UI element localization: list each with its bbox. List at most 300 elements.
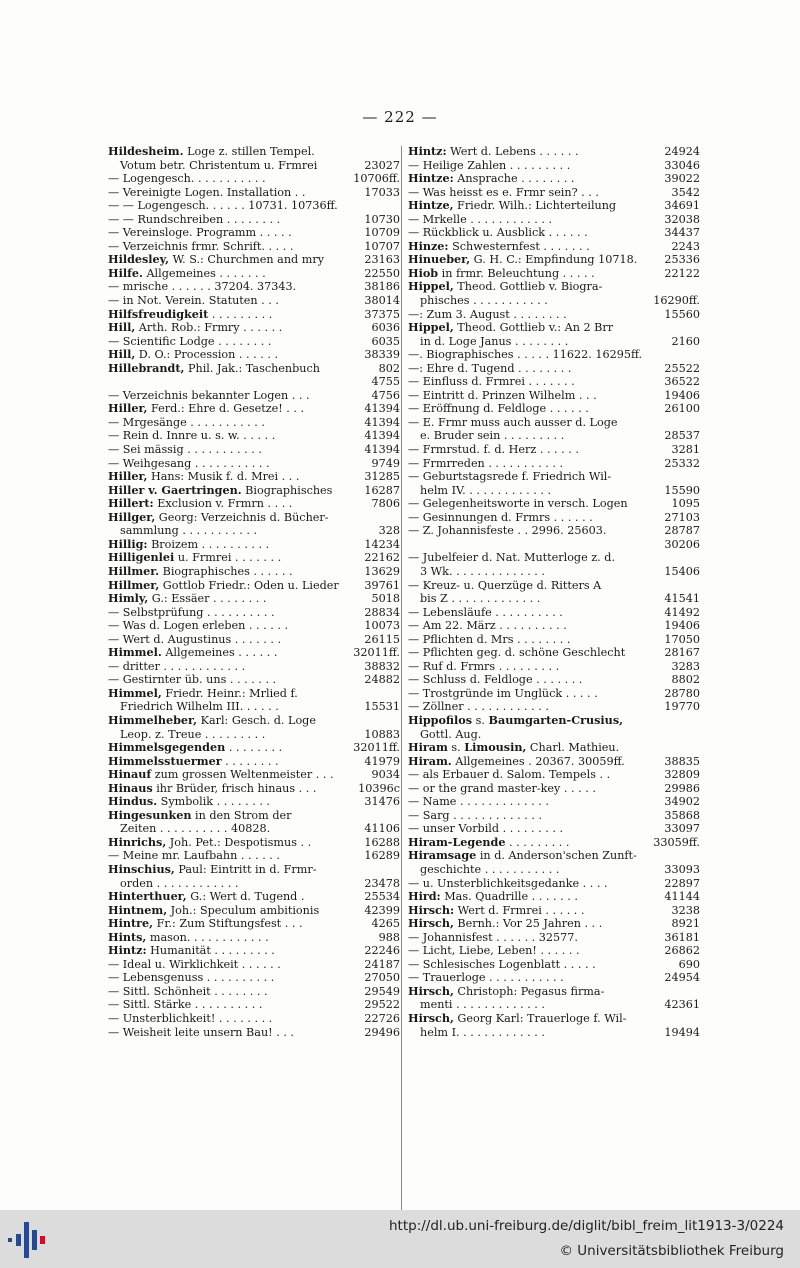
index-entry-number: 34691 — [664, 199, 700, 213]
index-entry-text — [408, 470, 611, 483]
index-entry-title: — Rein d. Innre u. s. w. . . . . . — [108, 429, 276, 443]
index-column-left — [108, 145, 400, 1039]
index-entry-number: 23163 — [364, 253, 400, 267]
index-entry-number: 24924 — [664, 145, 700, 158]
index-entry-text — [108, 782, 316, 795]
index-entry — [108, 402, 400, 416]
index-entry-number: 41106 — [364, 822, 400, 836]
index-entry — [408, 551, 700, 565]
index-entry-title: Ansprache . . . . . . . . — [453, 172, 575, 186]
index-entry-title: — Rückblick u. Ausblick . . . . . . — [408, 226, 588, 240]
index-entry-number: 15590 — [664, 483, 700, 497]
index-entry — [108, 1012, 400, 1026]
index-entry — [408, 700, 700, 714]
index-entry — [108, 619, 400, 633]
index-entry-number: 2243 — [671, 239, 700, 253]
index-entry-text — [408, 931, 578, 944]
index-entry-text — [408, 768, 610, 781]
index-entry-title: helm I. . . . . . . . . . . . . — [420, 1025, 545, 1039]
index-heading: Hillert: — [108, 497, 154, 511]
index-entry-number: 3238 — [671, 903, 700, 917]
index-entry-title: — Trostgründe im Unglück . . . . . — [408, 686, 598, 700]
index-heading: Hiram-Legende — [408, 835, 506, 849]
index-entry-title: Joh. Pet.: Despotismus . . — [166, 835, 312, 849]
index-entry — [408, 931, 700, 945]
index-entry-number: 6035 — [371, 334, 400, 348]
index-heading: Hill, — [108, 321, 136, 335]
index-entry-text — [408, 402, 589, 415]
index-entry-title: — Sittl. Schönheit . . . . . . . . — [108, 984, 268, 998]
index-entry-number: 29496 — [364, 1025, 400, 1039]
index-entry — [108, 998, 400, 1012]
index-entry — [108, 389, 400, 403]
index-entry-text — [408, 755, 625, 768]
index-entry-title: — Mrgesänge . . . . . . . . . . . — [108, 415, 265, 429]
index-entry-title: — Licht, Liebe, Leben! . . . . . . — [408, 944, 580, 958]
index-entry-title: menti . . . . . . . . . . . . . — [420, 998, 545, 1012]
index-entry — [408, 416, 700, 430]
index-entry — [108, 172, 400, 186]
index-entry-title: Allgemeines . . . . . . — [161, 646, 278, 660]
index-entry-text — [408, 579, 601, 592]
index-entry-title: — u. Unsterblichkeitsgedanke . . . . — [408, 876, 608, 890]
index-entry — [108, 890, 400, 904]
index-entry-text — [408, 253, 637, 266]
index-entry-title: — Heilige Zahlen . . . . . . . . . — [408, 158, 571, 172]
index-entry-number: 988 — [378, 930, 400, 944]
index-entry-text — [408, 240, 590, 253]
index-entry — [408, 782, 700, 796]
index-entry-title: mason. . . . . . . . . . . . — [146, 930, 269, 944]
index-entry — [408, 971, 700, 985]
index-entry-text — [108, 1026, 294, 1039]
index-entry-title: — Sittl. Stärke . . . . . . . . . . — [108, 998, 263, 1012]
index-entry-number: 328 — [378, 524, 400, 538]
index-entry-text — [408, 389, 597, 402]
index-entry — [408, 1026, 700, 1040]
index-entry-text — [108, 944, 275, 957]
index-entry-title: Mas. Quadrille . . . . . . . — [440, 890, 578, 904]
index-entry-text — [108, 985, 268, 998]
index-entry — [108, 606, 400, 620]
index-heading: Hindus. — [108, 795, 158, 809]
index-entry-number: 8802 — [671, 673, 700, 687]
index-entry-title: W. S.: Churchmen and mry — [169, 253, 325, 267]
index-entry-title: Christoph: Pegasus firma- — [453, 984, 605, 998]
index-entry-title: Theod. Gottlieb v.: An 2 Brr — [453, 321, 614, 335]
index-entry — [108, 321, 400, 335]
index-entry-number: 38014 — [364, 294, 400, 308]
index-entry-number: 39022 — [664, 172, 700, 186]
index-entry-text — [408, 985, 604, 998]
index-entry-number: 9034 — [371, 768, 400, 782]
index-entry-text — [108, 687, 298, 700]
index-heading: Hiller v. Gaertringen. — [108, 483, 242, 497]
index-entry — [408, 511, 700, 525]
index-entry-title: — Was heisst es e. Frmr sein? . . . — [408, 185, 599, 199]
index-entry-text — [408, 904, 584, 917]
index-entry-text — [408, 308, 567, 321]
index-entry — [108, 809, 400, 823]
index-heading: Hillebrandt, — [108, 361, 185, 375]
index-entry-number: 33059ff. — [653, 835, 700, 849]
index-entry-text — [108, 348, 278, 361]
index-entry-title: u. Frmrei . . . . . . . — [174, 551, 282, 565]
index-entry — [108, 538, 400, 552]
index-entry-title: Fr.: Zum Stiftungsfest . . . — [153, 917, 303, 931]
index-entry — [408, 890, 700, 904]
index-entry-number: 3542 — [671, 185, 700, 199]
index-entry-text — [408, 416, 618, 429]
index-entry — [108, 877, 400, 891]
index-entry — [108, 700, 400, 714]
index-entry-title: Humanität . . . . . . . . . — [146, 944, 275, 958]
index-entry-text — [108, 822, 270, 835]
index-entry — [108, 944, 400, 958]
index-entry-title: — Lebensgenuss . . . . . . . . . . — [108, 971, 275, 985]
index-entry — [408, 904, 700, 918]
index-entry-number: 41394 — [364, 429, 400, 443]
index-entry-text — [108, 199, 338, 212]
index-heading: Hiller, — [108, 470, 148, 484]
index-entry-number: 3281 — [671, 443, 700, 457]
index-heading: Hillmer, — [108, 578, 160, 592]
index-entry-number: 26100 — [664, 402, 700, 416]
index-entry-title: — Gelegenheitsworte in versch. Logen — [408, 497, 628, 511]
index-entry-text — [408, 457, 563, 470]
index-entry-title: zum grossen Weltenmeister . . . — [151, 768, 334, 782]
index-entry — [408, 280, 700, 294]
index-entry-title: —: Ehre d. Tugend . . . . . . . . — [408, 361, 572, 375]
index-entry — [108, 795, 400, 809]
index-entry — [108, 213, 400, 227]
index-entry-title: — Meine mr. Laufbahn . . . . . . — [108, 849, 280, 863]
index-entry — [408, 998, 700, 1012]
index-entry-number: 15560 — [664, 307, 700, 321]
index-entry — [108, 768, 400, 782]
index-entry-title: — Trauerloge . . . . . . . . . . . — [408, 971, 564, 985]
index-entry — [108, 1026, 400, 1040]
index-heading: Himmelheber, — [108, 713, 198, 727]
index-entry-text — [408, 728, 481, 741]
index-entry-title: — Scientific Lodge . . . . . . . . — [108, 334, 272, 348]
index-heading: Hilligenlei — [108, 551, 175, 565]
index-entry — [108, 457, 400, 471]
index-entry-text — [108, 565, 293, 578]
index-entry-title: — Wert d. Augustinus . . . . . . . — [108, 632, 282, 646]
index-entry-text — [108, 660, 245, 673]
index-entry — [108, 673, 400, 687]
index-entry-title: . . . . . . . . . — [208, 307, 273, 321]
index-entry-title: — Eintritt d. Prinzen Wilhelm . . . — [408, 388, 597, 402]
index-entry-title: Georg: Verzeichnis d. Bücher- — [155, 510, 329, 524]
index-entry-title: Symbolik . . . . . . . . — [157, 795, 270, 809]
index-entry-text — [408, 998, 545, 1011]
index-entry — [108, 646, 400, 660]
index-entry-number: 34902 — [664, 795, 700, 809]
index-entry — [108, 362, 400, 376]
index-entry-text — [408, 687, 598, 700]
index-entry-title: — Schluss d. Feldloge . . . . . . . — [408, 673, 583, 687]
index-entry-number: 4756 — [371, 388, 400, 402]
index-entry-number: 3283 — [671, 659, 700, 673]
index-entry-title: — — Logengesch. . . . . . 10731. 10736ff. — [108, 199, 338, 213]
index-entry-title: Karl: Gesch. d. Loge — [197, 713, 316, 727]
index-entry-text — [108, 294, 279, 307]
index-heading: Hirsch: — [408, 903, 455, 917]
index-entry-title: 3 Wk. . . . . . . . . . . . . . — [420, 564, 545, 578]
index-entry-text — [108, 728, 265, 741]
index-entry-text — [408, 186, 599, 199]
index-heading: Hinaus — [108, 781, 153, 795]
index-entry-title: Broizem . . . . . . . . . . — [147, 537, 270, 551]
index-entry-text — [108, 457, 270, 470]
index-entry-text — [108, 673, 276, 686]
index-entry-number: 38339 — [364, 348, 400, 362]
index-entry-text — [108, 470, 299, 483]
index-entry-title: Ferd.: Ehre d. Gesetze! . . . — [147, 402, 305, 416]
index-entry-number: 41394 — [364, 443, 400, 457]
index-entry-text — [108, 186, 305, 199]
index-entry-number: 39761 — [364, 578, 400, 592]
index-entry-number: 23478 — [364, 876, 400, 890]
index-entry-number: 41979 — [364, 754, 400, 768]
index-entry-number: 29549 — [364, 984, 400, 998]
index-entry — [108, 186, 400, 200]
index-entry — [408, 402, 700, 416]
index-entry-title: . . . . . . . . . — [505, 835, 570, 849]
index-heading: Hintze, — [408, 199, 454, 213]
index-entry-text — [408, 280, 602, 293]
index-entry-title: — Vereinigte Logen. Installation . . — [108, 185, 306, 199]
index-entry — [408, 172, 700, 186]
index-entry-title: Wert d. Lebens . . . . . . — [446, 145, 579, 158]
index-entry-text — [408, 159, 570, 172]
index-entry-title: — Unsterblichkeit! . . . . . . . . — [108, 1012, 273, 1025]
index-entry — [408, 484, 700, 498]
index-entry — [108, 836, 400, 850]
index-heading: Hints, — [108, 930, 147, 944]
index-entry — [108, 755, 400, 769]
index-entry — [108, 971, 400, 985]
index-entry-title: Bernh.: Vor 25 Jahren . . . — [453, 917, 603, 931]
index-entry — [408, 917, 700, 931]
index-entry — [108, 579, 400, 593]
index-entry-number: 22550 — [364, 266, 400, 280]
index-entry-text — [108, 700, 279, 713]
index-entry — [108, 931, 400, 945]
index-entry-number: 22162 — [364, 551, 400, 565]
permalink-url[interactable]: http://dl.ub.uni-freiburg.de/diglit/bibl_freim_lit1913-3/0224 — [388, 1218, 784, 1234]
index-heading: Hippofilos — [408, 713, 473, 727]
index-entry-number: 28834 — [364, 605, 400, 619]
index-entry — [408, 308, 700, 322]
index-entry — [408, 362, 700, 376]
index-entry-text — [108, 971, 274, 984]
index-entry-text — [108, 741, 282, 754]
index-entry-number: 10883 — [364, 727, 400, 741]
index-entry-number: 10730 — [364, 212, 400, 226]
index-entry-title: — als Erbauer d. Salom. Tempels . . — [408, 768, 611, 782]
index-entry-text — [408, 145, 579, 158]
index-entry-text — [108, 511, 329, 524]
index-entry — [108, 863, 400, 877]
index-heading: Hippel, — [408, 280, 454, 294]
index-entry-number: 28780 — [664, 686, 700, 700]
index-entry — [408, 253, 700, 267]
index-entry-title: — Vereinsloge. Programm . . . . . — [108, 226, 292, 240]
index-crossref: Limousin, — [464, 741, 527, 755]
index-entry-title: — or the grand master-key . . . . . — [408, 781, 596, 795]
index-entry-text — [408, 809, 542, 822]
index-entry-text — [108, 579, 339, 592]
index-entry-number: 42399 — [364, 903, 400, 917]
index-entry — [408, 660, 700, 674]
index-entry — [408, 714, 700, 728]
index-entry-title: — Verzeichnis frmr. Schrift. . . . . — [108, 239, 294, 253]
index-entry-text — [108, 755, 279, 768]
column-divider — [401, 146, 402, 1221]
index-entry — [408, 375, 700, 389]
index-entry-text — [408, 443, 579, 456]
index-entry-text — [408, 944, 580, 957]
index-entry — [408, 186, 700, 200]
index-entry-number: 16289 — [364, 849, 400, 863]
index-entry — [108, 822, 400, 836]
index-entry-title: Friedrich Wilhelm III. . . . . . — [120, 700, 279, 714]
index-entry-text — [108, 714, 316, 727]
index-entry — [108, 443, 400, 457]
index-entry-number: 690 — [678, 957, 700, 971]
index-entry-title: e. Bruder sein . . . . . . . . . — [420, 429, 565, 443]
index-entry-text — [408, 226, 588, 239]
index-entry-title: ihr Brüder, frisch hinaus . . . — [152, 781, 317, 795]
index-entry-number: 22726 — [364, 1012, 400, 1025]
index-entry — [108, 429, 400, 443]
index-entry-text — [108, 497, 292, 510]
index-entry-number: 33097 — [664, 822, 700, 836]
index-entry-text — [408, 633, 570, 646]
index-entry — [408, 565, 700, 579]
index-entry-title: in den Strom der — [191, 808, 292, 822]
index-entry-number: 22897 — [664, 876, 700, 890]
index-entry-text — [408, 172, 575, 185]
index-heading: Hintnem, — [108, 903, 168, 917]
index-entry-number: 36522 — [664, 375, 700, 389]
index-entry — [408, 470, 700, 484]
index-entry-number: 41492 — [664, 605, 700, 619]
index-entry — [108, 470, 400, 484]
index-entry — [408, 321, 700, 335]
index-entry-title: sammlung . . . . . . . . . . . — [120, 524, 258, 538]
index-entry-title: — Pflichten geg. d. schöne Geschlecht — [408, 646, 626, 660]
index-entry-title: phisches . . . . . . . . . . . — [420, 294, 548, 308]
index-entry-number: 10709 — [364, 226, 400, 240]
index-entry — [108, 145, 400, 159]
index-entry-text — [408, 511, 593, 524]
index-entry-title: — unser Vorbild . . . . . . . . . — [408, 822, 564, 836]
index-heading: Hinauf — [108, 768, 152, 782]
index-entry-title: in d. Loge Janus . . . . . . . . — [420, 334, 569, 348]
index-crossref-text: Charl. Mathieu. — [526, 741, 620, 755]
index-entry-title: — Ideal u. Wirklichkeit . . . . . . — [108, 957, 281, 971]
index-entry-text — [108, 1012, 272, 1025]
index-entry-number: 802 — [378, 361, 400, 375]
index-entry-text — [108, 809, 291, 822]
index-entry — [108, 226, 400, 240]
index-entry-text — [408, 565, 545, 578]
index-entry-number: 36181 — [664, 930, 700, 944]
index-entry — [108, 240, 400, 254]
index-entry-title: — in Not. Verein. Statuten . . . — [108, 294, 279, 308]
index-entry-number: 19494 — [664, 1025, 700, 1039]
index-entry — [408, 443, 700, 457]
index-entry — [408, 755, 700, 769]
index-heading: Hirsch, — [408, 1012, 454, 1025]
index-entry — [108, 782, 400, 796]
index-entry — [108, 524, 400, 538]
index-entry-text — [408, 362, 571, 375]
index-entry-title: —: Zum 3. August . . . . . . . . — [408, 307, 567, 321]
index-entry-number: 35868 — [664, 808, 700, 822]
index-entry-number: 38835 — [664, 754, 700, 768]
index-entry — [108, 294, 400, 308]
index-entry-title: D. O.: Procession . . . . . . — [135, 348, 279, 362]
index-entry — [408, 199, 700, 213]
index-entry-number: 31476 — [364, 795, 400, 809]
index-entry-text — [108, 389, 310, 402]
index-entry-number: 41541 — [664, 592, 700, 606]
index-entry-text — [108, 321, 282, 334]
index-entry-text — [408, 348, 642, 361]
index-entry-text — [408, 795, 549, 808]
index-heading: Hintze: — [408, 172, 454, 186]
index-heading: Hiramsage — [408, 849, 477, 863]
index-entry-text — [408, 335, 568, 348]
index-entry-text — [108, 877, 238, 890]
index-heading: Hirsch, — [408, 984, 454, 998]
index-entry-number: 6036 — [371, 321, 400, 335]
index-entry-text — [408, 1012, 626, 1025]
index-entry — [108, 253, 400, 267]
index-entry-number: 24882 — [364, 673, 400, 687]
index-entry-number: 26862 — [664, 944, 700, 958]
index-entry-number: 37375 — [364, 307, 400, 321]
index-entry-text — [108, 917, 303, 930]
index-entry-title: s. — [447, 741, 465, 755]
index-entry-title: — Geburtstagsrede f. Friedrich Wil- — [408, 470, 612, 484]
index-crossref: Baumgarten-Crusius, — [488, 713, 624, 727]
index-entry — [408, 240, 700, 254]
index-entry-title: Phil. Jak.: Taschenbuch — [184, 361, 320, 375]
index-entry-title: Gottl. Aug. — [420, 727, 482, 741]
index-entry-text — [108, 849, 280, 862]
index-entry-number: 41144 — [664, 890, 700, 904]
index-entry-title: Loge z. stillen Tempel. — [183, 145, 315, 158]
index-entry-number: 10706ff. — [353, 172, 400, 186]
page-number: — 222 — — [362, 108, 438, 126]
index-entry — [108, 159, 400, 173]
index-entry — [108, 348, 400, 362]
index-entry — [408, 619, 700, 633]
index-entry-number: 28787 — [664, 524, 700, 538]
index-entry — [408, 809, 700, 823]
index-entry — [408, 795, 700, 809]
index-entry-title: — Sarg . . . . . . . . . . . . . — [408, 808, 543, 822]
index-entry-text — [108, 335, 271, 348]
index-entry-text — [108, 253, 324, 266]
index-entry-number: 17033 — [364, 185, 400, 199]
